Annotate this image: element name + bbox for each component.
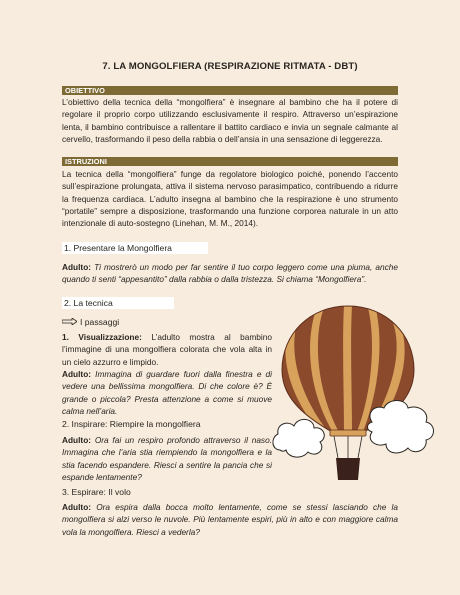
obiettivo-text: L’obiettivo della tecnica della “mongolfiera” è insegnare al bambino che ha il potere di regolare il proprio corpo utilizzando esclusivamente il respiro. Attraverso un’espirazione lenta, il bambino contribuisce a rallentare il battito cardiaco e invia un segnale calmante al cervello, trasformando il peso della rabbia o dell’ansia in una sensazione di leggerezza. <box>62 97 398 144</box>
step3-label: 3. Espirare: Il volo <box>62 487 131 497</box>
passaggi-row <box>62 316 119 328</box>
hot-air-balloon-illustration <box>268 300 440 485</box>
istruzioni-text: La tecnica della “mongolfiera” funge da regolatore biologico poiché, ponendo l’accento sull’espirazione prolungata, attiva il sistema nervoso parasimpatico, contribuendo a ridurre la frequenza cardiaca. L’adulto insegna al bambino che la respirazione è uno strumento “portatile” sempre a disposizione, trasformando una funzione corporea naturale in un atto intenzionale di auto-sostegno (Linehan, M. M., 2014). <box>62 169 398 229</box>
step1-text: L’adulto mostra al bambino l’immagine di una mongolfiera colorata che vola alta in un cielo azzurro e limpido. <box>62 332 272 367</box>
step1-quote-text: Immagina di guardare fuori dalla finestra e di vedere una bellissima mongolfiera. Di che colore è? È grande o piccola? Presta attenzione a come si muove calma nell’aria. <box>62 369 273 416</box>
step1-label: 1. Visualizzazione: <box>62 332 142 342</box>
cloud-right-icon <box>368 401 434 453</box>
balloon-ropes <box>334 436 362 458</box>
passaggi-label: I passaggi <box>80 317 120 327</box>
step1-speaker: Adulto: <box>62 369 92 379</box>
section2-heading: 2. La tecnica <box>62 297 174 309</box>
section1-quote <box>62 261 398 286</box>
page-title: 7. LA MONGOLFIERA (RESPIRAZIONE RITMATA - DBT) <box>102 61 358 72</box>
step1-quote <box>62 368 272 417</box>
obiettivo-bar: OBIETTIVO <box>62 86 398 95</box>
basket-icon <box>336 458 360 480</box>
step3-quote-text: Ora espira dalla bocca molto lentamente, come se stessi lasciando che la mongolfiera si alzi verso le nuvole. Più lentamente espiri, più in alto e con maggiore calma vola la mongolfiera. Riesci a vederla? <box>62 502 399 537</box>
step1-paragraph <box>62 331 272 368</box>
step3-speaker: Adulto: <box>62 502 92 512</box>
section1-heading: 1. Presentare la Mongolfiera <box>62 242 208 254</box>
step2-label: 2. Inspirare: Riempire la mongolfiera <box>62 419 201 429</box>
section1-quote-text: Ti mostrerò un modo per far sentire il tuo corpo leggero come una piuma, anche quando ti senti “appesantito” dalla rabbia o dalla tristezza. Si chiama “Mongolfiera”. <box>62 262 398 285</box>
step2-quote-text: Ora fai un respiro profondo attraverso il naso. Immagina che l’aria stia riempiendo la mongolfiera e la stia facendo espandere. Riesci a sentire la pancia che si espande lentamente? <box>62 435 272 482</box>
step2-speaker: Adulto: <box>62 435 92 445</box>
istruzioni-bar: ISTRUZIONI <box>62 157 398 166</box>
arrow-right-icon <box>62 316 77 328</box>
step3-quote <box>62 501 398 538</box>
section1-speaker: Adulto: <box>62 262 92 272</box>
step2-quote <box>62 434 272 483</box>
cloud-left-icon <box>273 419 324 457</box>
